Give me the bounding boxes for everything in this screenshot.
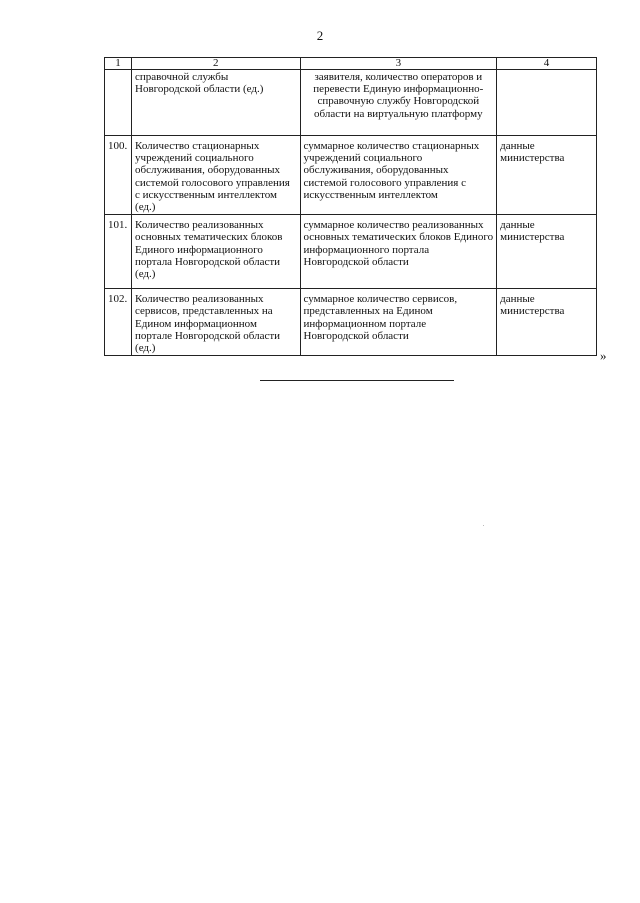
table-row <box>105 136 597 215</box>
indicator-name-cell: Количество стационарных учреждений социального обслуживания, оборудованных системой голосового управления с искусственным интеллектом (ед.) <box>132 136 301 215</box>
data-source-cell: данные министерства <box>497 136 597 215</box>
table-row <box>105 215 597 289</box>
calculation-method-cell: суммарное количество реализованных основных тематических блоков Единого информационного портала Новгородской области <box>300 215 497 289</box>
row-number-cell: 101. <box>105 215 132 289</box>
indicator-name-cell: Количество реализованных основных тематических блоков Единого информационного портала Новгородской области (ед.) <box>132 215 301 289</box>
indicator-name-cell: Количество реализованных сервисов, представленных на Едином информационном портале Новгородской области (ед.) <box>132 289 301 356</box>
calculation-method-cell: суммарное количество стационарных учреждений социального обслуживания, оборудованных системой голосового управления с искусственным интеллектом <box>300 136 497 215</box>
calculation-method-cell: заявителя, количество операторов и перевести Единую информационно-справочную службу Новгородской области на виртуальную платформу <box>300 70 497 136</box>
column-header-4: 4 <box>497 58 597 70</box>
column-header-2: 2 <box>132 58 301 70</box>
row-number-cell: 102. <box>105 289 132 356</box>
column-header-1: 1 <box>105 58 132 70</box>
indicators-table <box>104 57 597 356</box>
closing-quote-mark: » <box>600 348 607 363</box>
end-divider-line <box>260 380 454 381</box>
column-header-3: 3 <box>300 58 497 70</box>
table-header-row <box>105 58 597 70</box>
table-row <box>105 70 597 136</box>
data-source-cell <box>497 70 597 136</box>
row-number-cell <box>105 70 132 136</box>
indicator-name-cell: справочной службы Новгородской области (ед.) <box>132 70 301 136</box>
page-number: 2 <box>316 28 324 43</box>
data-source-cell: данные министерства <box>497 289 597 356</box>
row-number-cell: 100. <box>105 136 132 215</box>
scan-speck <box>483 525 484 526</box>
table-row <box>105 289 597 356</box>
data-source-cell: данные министерства <box>497 215 597 289</box>
calculation-method-cell: суммарное количество сервисов, представленных на Едином информационном портале Новгородской области <box>300 289 497 356</box>
